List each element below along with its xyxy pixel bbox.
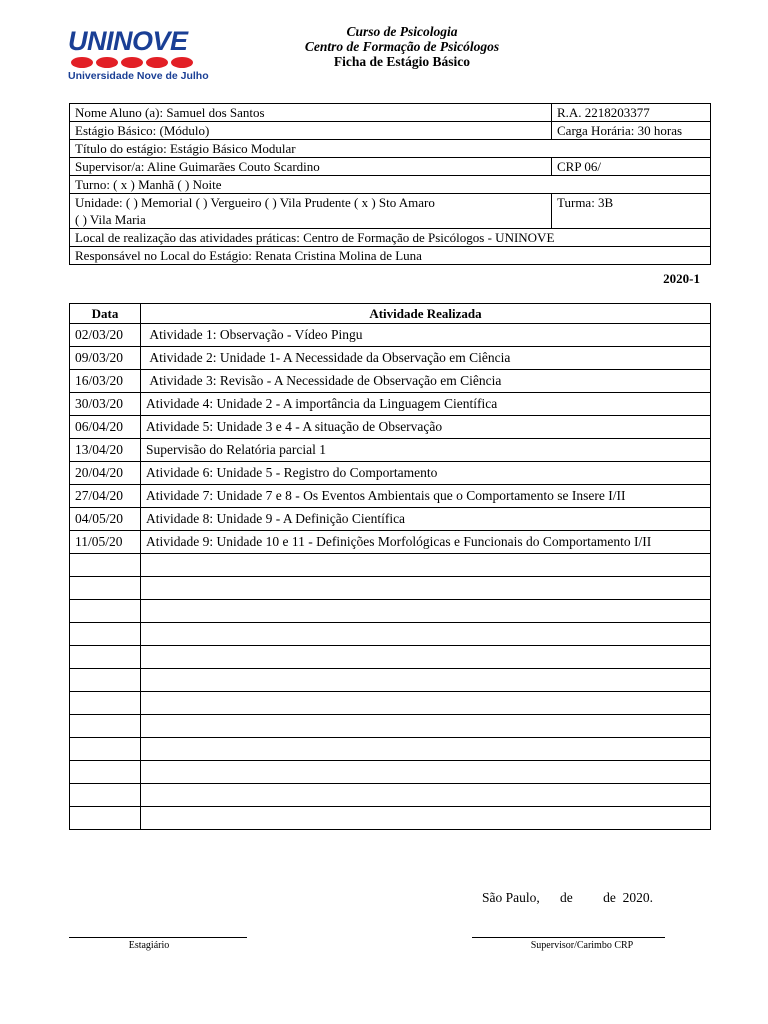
- info-row: [70, 140, 711, 158]
- unit-options-line1: Unidade: ( ) Memorial ( ) Vergueiro ( ) Vila Prudente ( x ) Sto Amaro: [75, 195, 435, 210]
- logo-dot: [96, 57, 118, 68]
- empty-date-cell: [70, 646, 141, 669]
- info-row: [70, 176, 711, 194]
- logo-subtitle: Universidade Nove de Julho: [68, 70, 209, 82]
- practice-location: Local de realização das atividades práticas: Centro de Formação de Psicólogos - UNINOVE: [70, 229, 711, 247]
- activity-row: [70, 416, 711, 439]
- internship-title: Título do estágio: Estágio Básico Modular: [70, 140, 711, 158]
- activity-description: Atividade 5: Unidade 3 e 4 - A situação de Observação: [141, 416, 711, 439]
- supervisor: Supervisor/a: Aline Guimarães Couto Scardino: [70, 158, 552, 176]
- empty-row: [70, 600, 711, 623]
- info-row: [70, 247, 711, 265]
- activity-date: 30/03/20: [70, 393, 141, 416]
- local-responsible: Responsável no Local do Estágio: Renata Cristina Molina de Luna: [70, 247, 711, 265]
- activity-description: Atividade 1: Observação - Vídeo Pingu: [141, 324, 711, 347]
- activities-table: [69, 303, 711, 830]
- empty-activity-cell: [141, 554, 711, 577]
- activity-date: 13/04/20: [70, 439, 141, 462]
- form-title: Ficha de Estágio Básico: [333, 54, 471, 69]
- activity-row: [70, 508, 711, 531]
- document-header: [240, 24, 564, 69]
- activity-description: Atividade 3: Revisão - A Necessidade de Observação em Ciência: [141, 370, 711, 393]
- empty-date-cell: [70, 807, 141, 830]
- empty-date-cell: [70, 669, 141, 692]
- activity-row: [70, 531, 711, 554]
- activity-description: Atividade 6: Unidade 5 - Registro do Comportamento: [141, 462, 711, 485]
- activity-date: 06/04/20: [70, 416, 141, 439]
- empty-row: [70, 715, 711, 738]
- unit-options-line2: ( ) Vila Maria: [75, 212, 146, 227]
- empty-activity-cell: [141, 761, 711, 784]
- logo-wordmark: UNINOVE: [68, 26, 188, 56]
- place-date-line: São Paulo, de de 2020.: [482, 890, 653, 905]
- info-row: [70, 122, 711, 140]
- empty-activity-cell: [141, 807, 711, 830]
- activity-row: [70, 370, 711, 393]
- empty-date-cell: [70, 738, 141, 761]
- supervisor-signature-label: Supervisor/Carimbo CRP: [530, 940, 634, 951]
- activity-date: 02/03/20: [70, 324, 141, 347]
- student-name: Nome Aluno (a): Samuel dos Santos: [70, 104, 552, 122]
- info-row: [70, 229, 711, 247]
- activity-date: 16/03/20: [70, 370, 141, 393]
- activity-description: Atividade 2: Unidade 1- A Necessidade da Observação em Ciência: [141, 347, 711, 370]
- logo-dot: [171, 57, 193, 68]
- activity-date: 27/04/20: [70, 485, 141, 508]
- activity-date: 11/05/20: [70, 531, 141, 554]
- activity-row: [70, 347, 711, 370]
- course-title: Curso de Psicologia: [346, 24, 458, 39]
- logo-dot: [146, 57, 168, 68]
- workload: Carga Horária: 30 horas: [552, 122, 711, 140]
- activities-header-row: [70, 304, 711, 324]
- empty-row: [70, 692, 711, 715]
- center-title: Centro de Formação de Psicólogos: [304, 39, 500, 54]
- student-info-table: [69, 103, 711, 265]
- uninove-logo: [68, 26, 209, 84]
- supervisor-signature-line: [472, 937, 665, 938]
- activity-description: Atividade 7: Unidade 7 e 8 - Os Eventos Ambientais que o Comportamento se Insere I/II: [141, 485, 711, 508]
- empty-row: [70, 807, 711, 830]
- activity-row: [70, 485, 711, 508]
- internship-type: Estágio Básico: (Módulo): [70, 122, 552, 140]
- activity-row: [70, 462, 711, 485]
- activity-date: 20/04/20: [70, 462, 141, 485]
- activities-body: [70, 324, 711, 830]
- empty-activity-cell: [141, 784, 711, 807]
- semester-label: 2020-1: [663, 271, 700, 286]
- info-row: [70, 194, 711, 229]
- activity-description: Supervisão do Relatória parcial 1: [141, 439, 711, 462]
- unit-options: [70, 194, 552, 229]
- empty-row: [70, 761, 711, 784]
- logo-dots: [71, 57, 200, 68]
- empty-date-cell: [70, 577, 141, 600]
- empty-row: [70, 577, 711, 600]
- shift: Turno: ( x ) Manhã ( ) Noite: [70, 176, 711, 194]
- empty-activity-cell: [141, 600, 711, 623]
- info-row: [70, 158, 711, 176]
- intern-signature-line: [69, 937, 247, 938]
- activity-date: 09/03/20: [70, 347, 141, 370]
- empty-activity-cell: [141, 692, 711, 715]
- date-column-header: Data: [70, 304, 141, 324]
- empty-activity-cell: [141, 646, 711, 669]
- activity-row: [70, 324, 711, 347]
- empty-date-cell: [70, 600, 141, 623]
- activity-row: [70, 439, 711, 462]
- empty-date-cell: [70, 715, 141, 738]
- empty-date-cell: [70, 784, 141, 807]
- empty-date-cell: [70, 554, 141, 577]
- activity-description: Atividade 9: Unidade 10 e 11 - Definições Morfológicas e Funcionais do Comportamento I/II: [141, 531, 711, 554]
- logo-dot: [121, 57, 143, 68]
- activity-date: 04/05/20: [70, 508, 141, 531]
- empty-activity-cell: [141, 738, 711, 761]
- empty-row: [70, 646, 711, 669]
- class-group: Turma: 3B: [552, 194, 711, 229]
- crp: CRP 06/: [552, 158, 711, 176]
- student-ra: R.A. 2218203377: [552, 104, 711, 122]
- intern-signature-label: Estagiário: [128, 940, 170, 951]
- empty-row: [70, 784, 711, 807]
- empty-date-cell: [70, 761, 141, 784]
- empty-row: [70, 669, 711, 692]
- activity-column-header: Atividade Realizada: [141, 304, 711, 324]
- logo-dot: [71, 57, 93, 68]
- empty-activity-cell: [141, 715, 711, 738]
- empty-date-cell: [70, 692, 141, 715]
- activity-description: Atividade 8: Unidade 9 - A Definição Científica: [141, 508, 711, 531]
- empty-activity-cell: [141, 669, 711, 692]
- empty-activity-cell: [141, 577, 711, 600]
- activity-description: Atividade 4: Unidade 2 - A importância da Linguagem Científica: [141, 393, 711, 416]
- empty-activity-cell: [141, 623, 711, 646]
- empty-row: [70, 623, 711, 646]
- empty-row: [70, 554, 711, 577]
- empty-date-cell: [70, 623, 141, 646]
- activity-row: [70, 393, 711, 416]
- empty-row: [70, 738, 711, 761]
- info-row: [70, 104, 711, 122]
